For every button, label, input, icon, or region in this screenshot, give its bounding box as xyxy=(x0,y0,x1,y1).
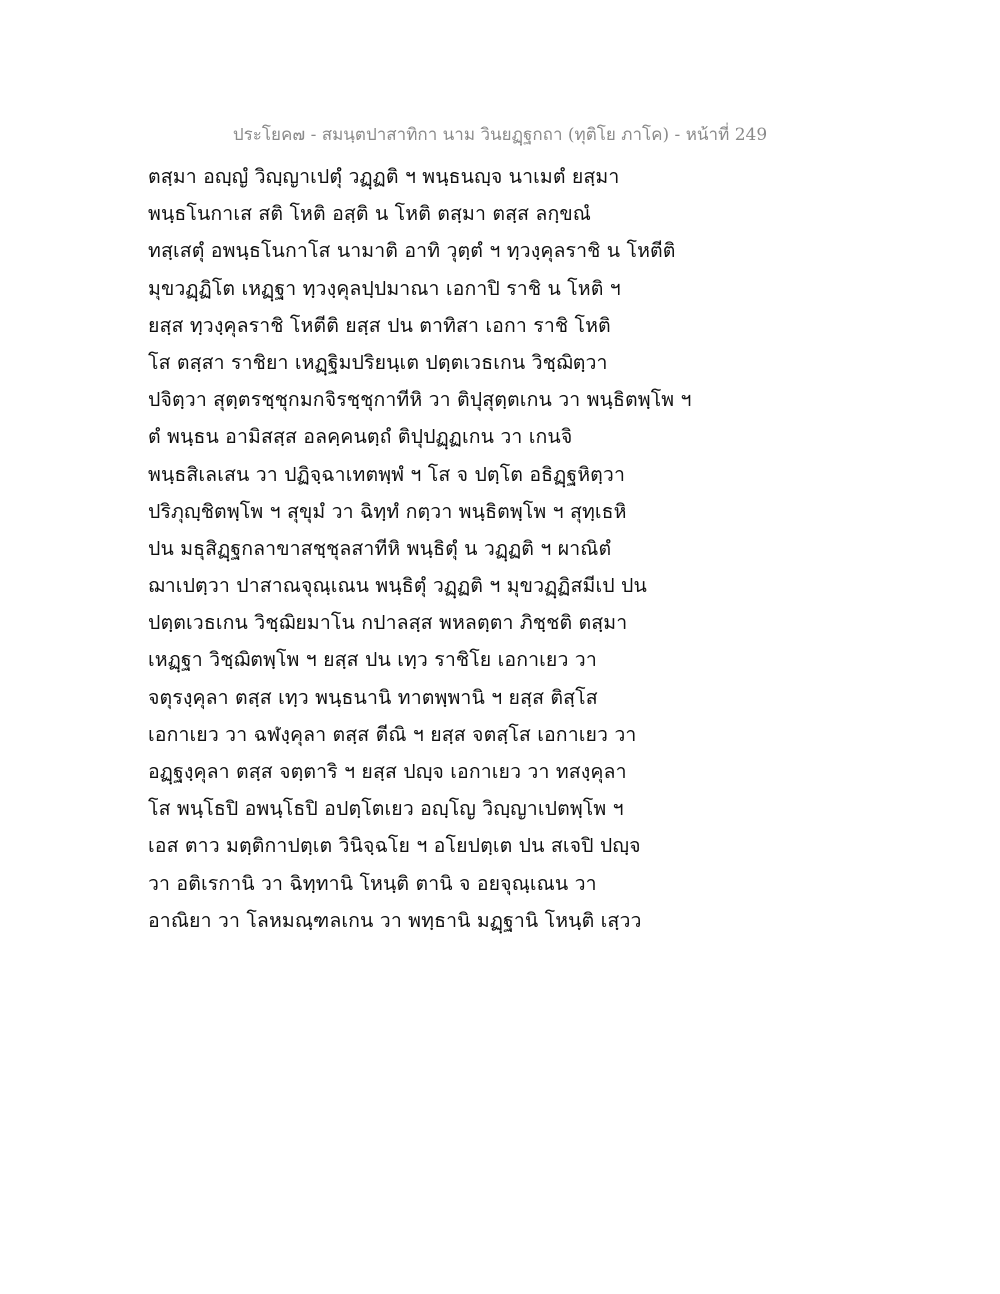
text-line: ฌาเปตฺวา ปาสาณจุณฺเณน พนฺธิตุํ วฏฺฏติ ฯ มุขวฏฺฏิสมีเป ปน xyxy=(148,574,647,598)
text-line: พนฺธสิเลเสน วา ปฏิจฺฉาเทตพฺพํ ฯ โส จ ปตฺโต อธิฏฺฐหิตฺวา xyxy=(148,462,626,486)
text-line: โส พนฺโธปิ อพนฺโธปิ อปตฺโตเยว อญฺโญ วิญฺญาเปตพฺโพ ฯ xyxy=(148,797,624,821)
text-line: ยสฺส ทฺวงฺคุลราชิ โหตีติ ยสฺส ปน ตาทิสา เอกา ราชิ โหติ xyxy=(148,313,611,337)
text-line: เอส ตาว มตฺติกาปตฺเต วินิจฺฉโย ฯ อโยปตฺเต ปน สเจปิ ปญฺจ xyxy=(148,834,641,858)
text-line: ปจิตฺวา สุตฺตรชฺชุกมกจิรชฺชุกาทีหิ วา ติปุสุตฺตเกน วา พนฺธิตพฺโพ ฯ xyxy=(148,388,692,412)
body-text xyxy=(148,158,868,939)
text-line: เอกาเยว วา ฉฬงฺคุลา ตสฺส ตีณิ ฯ ยสฺส จตสฺโส เอกาเยว วา xyxy=(148,722,637,746)
text-line: ทสฺเสตุํ อพนฺธโนกาโส นามาติ อาทิ วุตฺตํ ฯ ทฺวงฺคุลราชิ น โหตีติ xyxy=(148,239,676,263)
text-line: ปริภุญฺชิตพฺโพ ฯ สุขุมํ วา ฉิทฺทํ กตฺวา พนฺธิตพฺโพ ฯ สุทฺเธหิ xyxy=(148,499,627,523)
text-line: อาณิยา วา โลหมณฺฑลเกน วา พทฺธานิ มฏฺฐานิ โหนฺติ เสฺวว xyxy=(148,908,642,932)
text-line: อฏฺฐงฺคุลา ตสฺส จตฺตาริ ฯ ยสฺส ปญฺจ เอกาเยว วา ทสงฺคุลา xyxy=(148,760,627,783)
text-line: เหฏฺฐา วิชฺฌิตพฺโพ ฯ ยสฺส ปน เทฺว ราชิโย เอกาเยว วา xyxy=(148,648,597,672)
text-line: วา อติเรกานิ วา ฉิทฺทานิ โหนฺติ ตานิ จ อยจุณฺเณน วา xyxy=(148,871,597,895)
text-line: ปน มธุสิฏฺฐกลาขาสชฺชุลสาทีหิ พนฺธิตุํ น วฏฺฏติ ฯ ผาณิตํ xyxy=(148,536,612,560)
text-line: ตํ พนฺธน อามิสสฺส อลคฺคนตฺถํ ติปุปฏฺฏเกน วา เกนจิ xyxy=(148,425,573,449)
running-head: ประโยค๗ - สมนฺตปาสาทิกา นาม วินยฏฺฐกถา (ทุติโย ภาโค) - หน้าที่ 249 xyxy=(232,125,768,145)
text-line: พนฺธโนกาเส สติ โหติ อสฺติ น โหติ ตสฺมา ตสฺส ลกฺขณํ xyxy=(148,202,591,226)
text-line: มุขวฏฺฏิโต เหฏฺฐา ทฺวงฺคุลปฺปมาณา เอกาปิ ราชิ น โหติ ฯ xyxy=(148,276,621,300)
text-line: จตุรงฺคุลา ตสฺส เทฺว พนฺธนานิ ทาตพฺพานิ ฯ ยสฺส ติสฺโส xyxy=(148,685,598,709)
text-line: ตสฺมา อญฺญํ วิญฺญาเปตุํ วฏฺฏติ ฯ พนฺธนญฺจ นาเมตํ ยสฺมา xyxy=(148,165,620,188)
text-line: ปตฺตเวธเกน วิชฺฌิยมาโน กปาลสฺส พหลตฺตา ภิชฺชติ ตสฺมา xyxy=(148,611,628,635)
text-line: โส ตสฺสา ราชิยา เหฏฺฐิมปริยนฺเต ปตฺตเวธเกน วิชฺฌิตฺวา xyxy=(148,350,608,374)
